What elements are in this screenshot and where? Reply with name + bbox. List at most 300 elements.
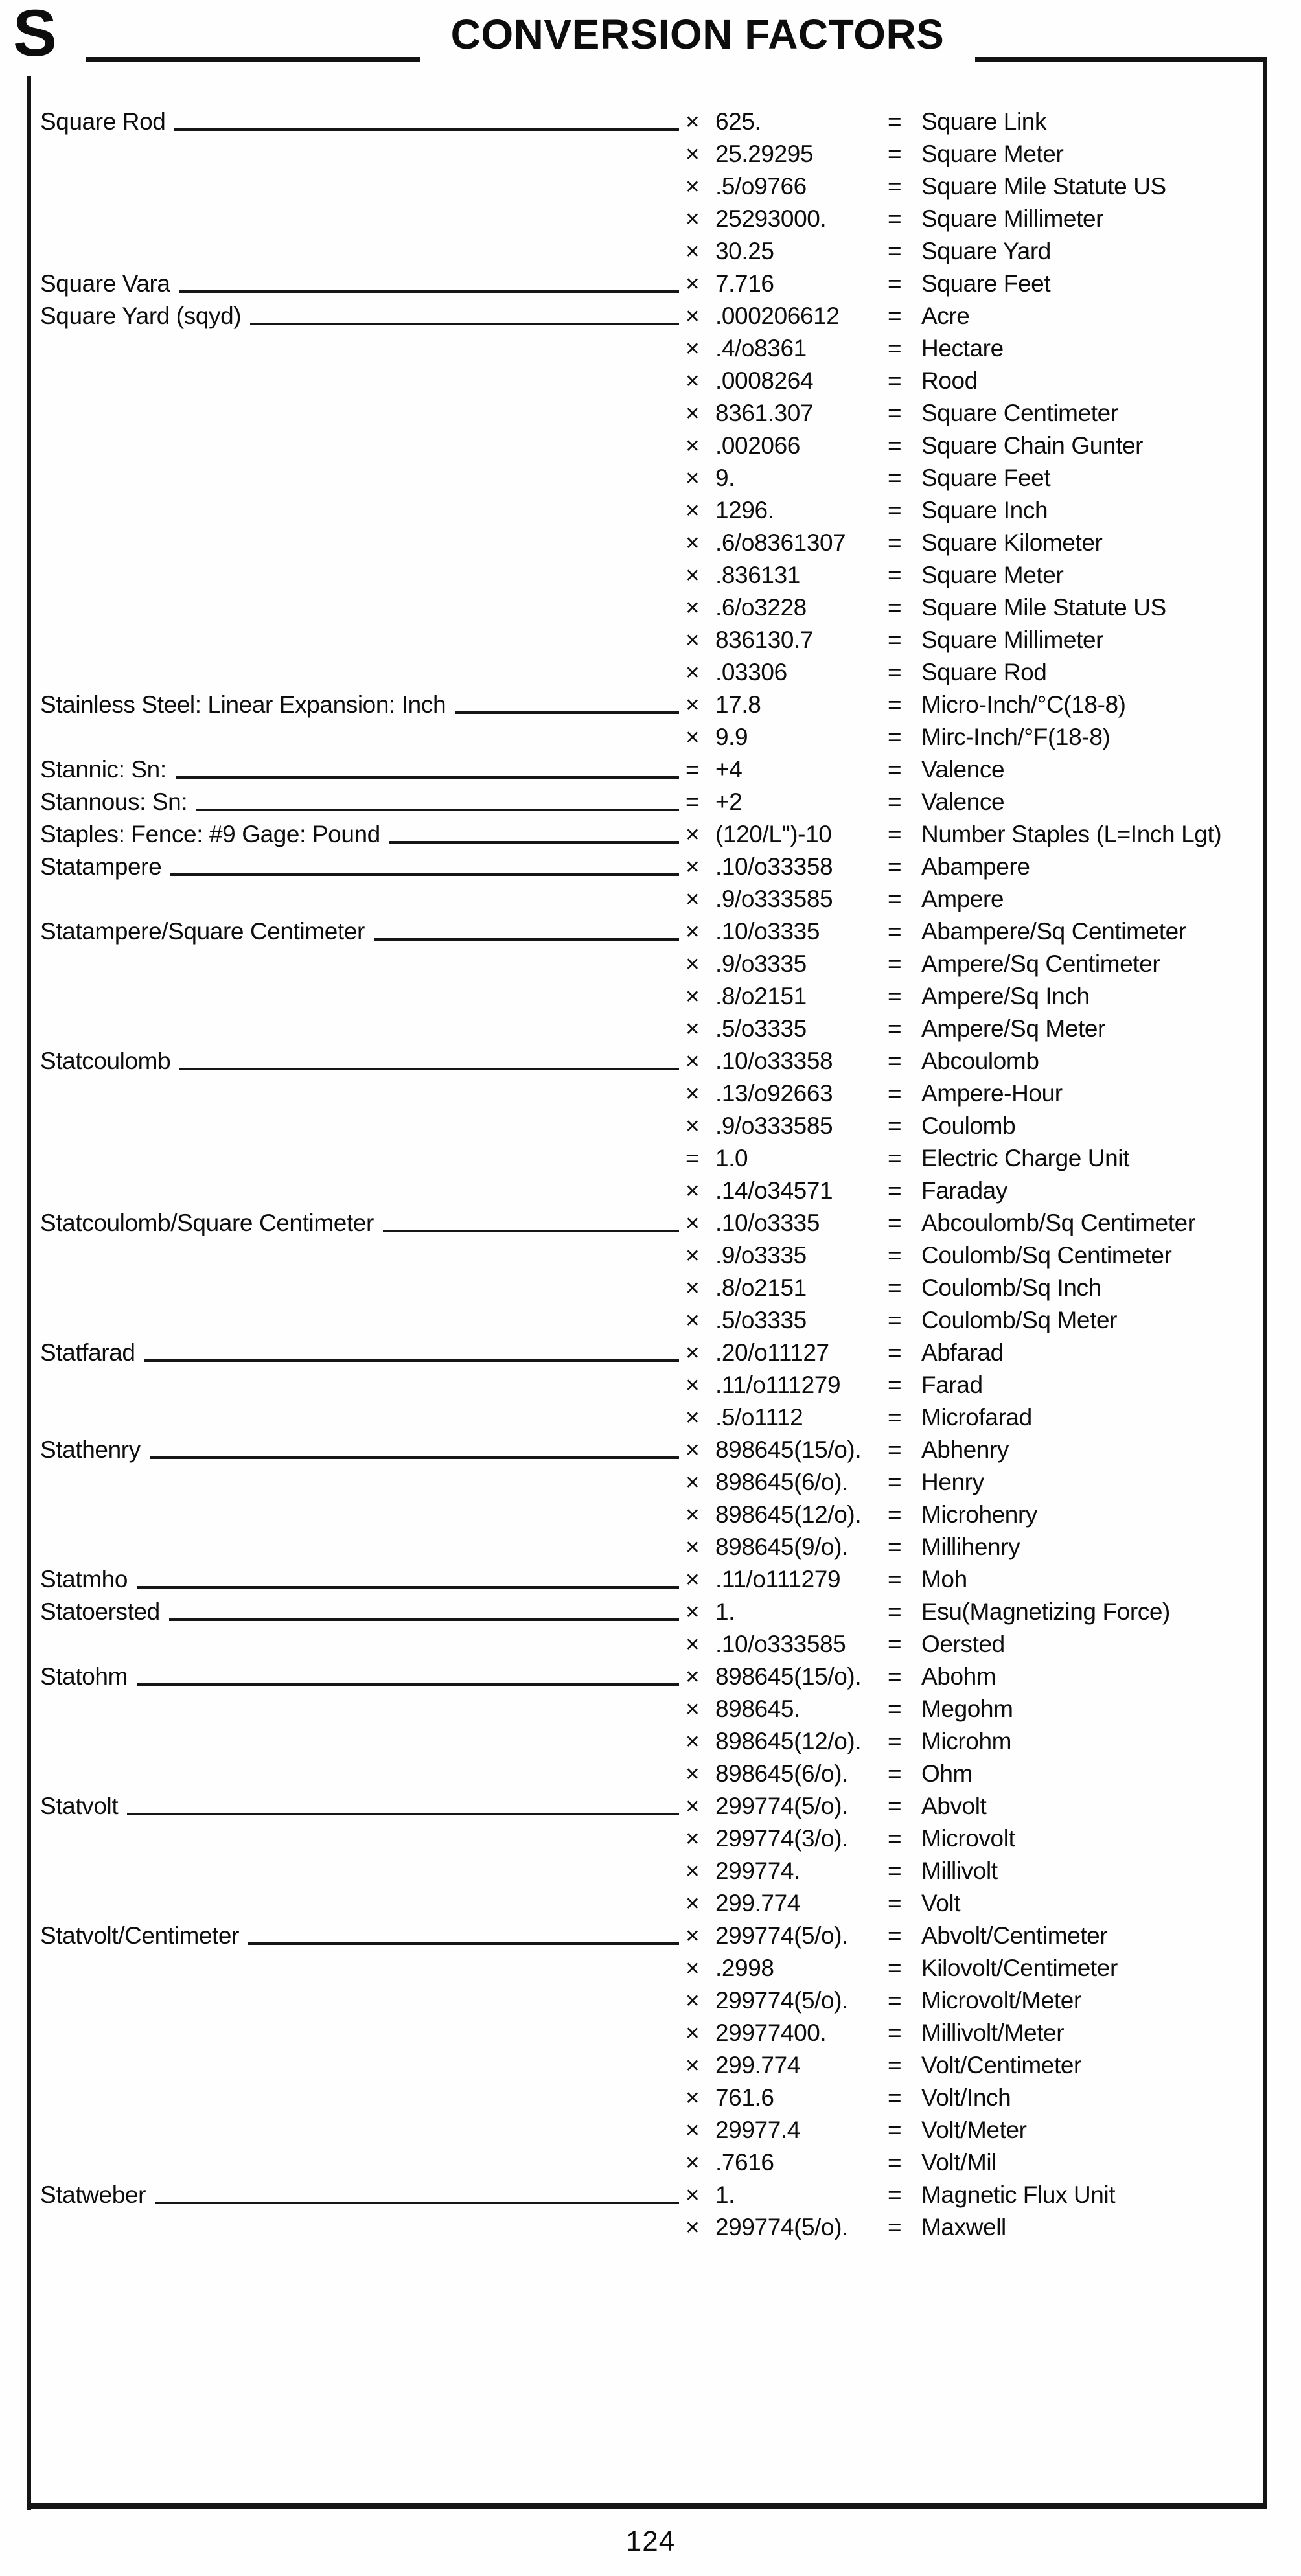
equals-sign: = <box>888 950 902 977</box>
row-label-cell <box>40 559 685 592</box>
operator-sign: × <box>685 465 700 491</box>
row-label-cell <box>40 1596 685 1628</box>
factor-value: .11/o111279 <box>715 1566 841 1593</box>
row-factor-cell <box>685 2114 888 2146</box>
row-factor-cell <box>685 1142 888 1175</box>
unit-label: Stainless Steel: Linear Expansion: Inch <box>40 691 446 718</box>
operator-sign: × <box>685 1534 700 1560</box>
result-unit: Square Meter <box>921 562 1064 588</box>
row-label-cell <box>40 1628 685 1661</box>
row-factor-cell <box>685 1045 888 1077</box>
equals-sign: = <box>888 691 902 718</box>
result-unit: Rood <box>921 367 978 394</box>
leader-line <box>49 2017 679 2042</box>
row-factor-cell <box>685 527 888 559</box>
leader-line <box>383 1207 679 1232</box>
row-label-cell <box>40 721 685 753</box>
factor-value: .6/o3228 <box>715 594 807 621</box>
row-result-cell <box>888 527 1262 559</box>
unit-label: Square Rod <box>40 108 166 135</box>
result-unit: Square Mile Statute US <box>921 594 1166 621</box>
equals-sign: = <box>888 367 902 394</box>
table-row <box>40 980 1262 1013</box>
equals-sign: = <box>888 1015 902 1042</box>
leader-line <box>49 1272 679 1297</box>
equals-sign: = <box>888 2214 902 2240</box>
row-factor-cell <box>685 980 888 1013</box>
operator-sign: × <box>685 2117 700 2143</box>
equals-sign: = <box>888 1048 902 1074</box>
table-row <box>40 527 1262 559</box>
equals-sign: = <box>888 2084 902 2111</box>
row-label-cell <box>40 268 685 300</box>
table-row <box>40 1466 1262 1499</box>
leader-line <box>49 332 679 358</box>
row-label-cell <box>40 1337 685 1369</box>
result-unit: Volt/Mil <box>921 2149 997 2176</box>
equals-sign: = <box>888 1696 902 1722</box>
row-label-cell <box>40 1207 685 1239</box>
row-factor-cell <box>685 365 888 397</box>
row-factor-cell <box>685 1337 888 1369</box>
leader-line <box>49 1013 679 1038</box>
result-unit: Abvolt/Centimeter <box>921 1922 1108 1949</box>
row-label-cell <box>40 1110 685 1142</box>
equals-sign: = <box>888 1404 902 1431</box>
result-unit: Electric Charge Unit <box>921 1145 1130 1171</box>
table-row <box>40 1207 1262 1239</box>
row-label-cell <box>40 1563 685 1596</box>
row-result-cell <box>888 1013 1262 1045</box>
factor-value: 898645(12/o). <box>715 1501 862 1528</box>
table-row <box>40 656 1262 689</box>
operator-sign: × <box>685 886 700 912</box>
factor-value: 25293000. <box>715 205 827 232</box>
equals-sign: = <box>888 1145 902 1171</box>
table-row <box>40 462 1262 494</box>
factor-value: .8/o2151 <box>715 1274 807 1301</box>
row-label-cell <box>40 300 685 332</box>
result-unit: Abhenry <box>921 1436 1009 1463</box>
row-result-cell <box>888 235 1262 268</box>
operator-sign: × <box>685 270 700 297</box>
row-label-cell <box>40 1434 685 1466</box>
result-unit: Oersted <box>921 1631 1005 1657</box>
operator-sign: = <box>685 756 700 783</box>
equals-sign: = <box>888 1631 902 1657</box>
row-factor-cell <box>685 818 888 851</box>
result-unit: Square Feet <box>921 465 1051 491</box>
row-label-cell <box>40 1045 685 1077</box>
table-row <box>40 1045 1262 1077</box>
row-label-cell <box>40 1304 685 1337</box>
table-row <box>40 1077 1262 1110</box>
row-result-cell <box>888 656 1262 689</box>
result-unit: Square Mile Statute US <box>921 173 1166 200</box>
equals-sign: = <box>888 1987 902 2014</box>
section-letter: S <box>13 0 56 70</box>
unit-label: Statampere/Square Centimeter <box>40 918 365 945</box>
leader-line <box>49 365 679 390</box>
leader-line <box>49 948 679 973</box>
row-factor-cell <box>685 1401 888 1434</box>
frame-left-border <box>27 76 31 2510</box>
table-row <box>40 2049 1262 2082</box>
row-result-cell <box>888 2082 1262 2114</box>
row-factor-cell <box>685 268 888 300</box>
table-row <box>40 592 1262 624</box>
factor-value: 625. <box>715 108 761 135</box>
leader-line <box>49 430 679 455</box>
row-result-cell <box>888 1045 1262 1077</box>
result-unit: Acre <box>921 303 970 329</box>
unit-label: Statvolt/Centimeter <box>40 1922 240 1949</box>
row-result-cell <box>888 1823 1262 1855</box>
operator-sign: × <box>685 1307 700 1333</box>
row-factor-cell <box>685 1952 888 1984</box>
operator-sign: × <box>685 627 700 653</box>
operator-sign: × <box>685 1339 700 1366</box>
leader-line <box>49 1142 679 1167</box>
table-row <box>40 138 1262 170</box>
factor-value: 1296. <box>715 497 774 523</box>
result-unit: Volt <box>921 1890 961 1916</box>
row-label-cell <box>40 1272 685 1304</box>
operator-sign: × <box>685 108 700 135</box>
table-row <box>40 300 1262 332</box>
row-result-cell <box>888 430 1262 462</box>
equals-sign: = <box>888 497 902 523</box>
leader-line <box>49 1693 679 1718</box>
leader-line <box>170 851 679 876</box>
leader-line <box>174 106 679 131</box>
row-factor-cell <box>685 624 888 656</box>
row-result-cell <box>888 689 1262 721</box>
factor-value: 1.0 <box>715 1145 748 1171</box>
unit-label: Statoersted <box>40 1598 160 1625</box>
row-factor-cell <box>685 1823 888 1855</box>
operator-sign: × <box>685 1242 700 1269</box>
row-result-cell <box>888 2017 1262 2049</box>
operator-sign: × <box>685 983 700 1009</box>
table-row <box>40 235 1262 268</box>
row-label-cell <box>40 138 685 170</box>
table-row <box>40 1887 1262 1920</box>
row-factor-cell <box>685 494 888 527</box>
equals-sign: = <box>888 1501 902 1528</box>
unit-label: Statweber <box>40 2181 146 2208</box>
row-factor-cell <box>685 2049 888 2082</box>
row-result-cell <box>888 397 1262 430</box>
table-row <box>40 1920 1262 1952</box>
page-number: 124 <box>625 2525 676 2557</box>
row-result-cell <box>888 851 1262 883</box>
row-label-cell <box>40 1855 685 1887</box>
operator-sign: × <box>685 1404 700 1431</box>
leader-line <box>179 1045 679 1070</box>
result-unit: Millivolt <box>921 1857 998 1884</box>
row-label-cell <box>40 170 685 203</box>
row-factor-cell <box>685 397 888 430</box>
operator-sign: × <box>685 2019 700 2046</box>
table-row <box>40 1984 1262 2017</box>
operator-sign: × <box>685 1436 700 1463</box>
row-label-cell <box>40 203 685 235</box>
equals-sign: = <box>888 529 902 556</box>
factor-value: .836131 <box>715 562 800 588</box>
table-row <box>40 851 1262 883</box>
table-row <box>40 332 1262 365</box>
result-unit: Esu(Magnetizing Force) <box>921 1598 1170 1625</box>
row-result-cell <box>888 1499 1262 1531</box>
result-unit: Volt/Centimeter <box>921 2052 1081 2078</box>
row-label-cell <box>40 2146 685 2179</box>
row-factor-cell <box>685 1434 888 1466</box>
row-result-cell <box>888 2211 1262 2244</box>
unit-label: Statmho <box>40 1566 128 1593</box>
factor-value: .8/o2151 <box>715 983 807 1009</box>
row-factor-cell <box>685 592 888 624</box>
factor-value: (120/L")-10 <box>715 821 832 847</box>
row-factor-cell <box>685 300 888 332</box>
operator-sign: × <box>685 1274 700 1301</box>
equals-sign: = <box>888 1663 902 1690</box>
leader-line <box>49 980 679 1006</box>
equals-sign: = <box>888 1857 902 1884</box>
row-factor-cell <box>685 170 888 203</box>
table-row <box>40 1175 1262 1207</box>
operator-sign: × <box>685 2181 700 2208</box>
row-label-cell <box>40 527 685 559</box>
result-unit: Coulomb/Sq Inch <box>921 1274 1101 1301</box>
table-row <box>40 1855 1262 1887</box>
factor-value: 25.29295 <box>715 141 814 167</box>
frame-right-border <box>1263 60 1267 2507</box>
table-row <box>40 948 1262 980</box>
table-row <box>40 721 1262 753</box>
table-row <box>40 2211 1262 2244</box>
row-result-cell <box>888 1887 1262 1920</box>
factor-value: 30.25 <box>715 238 774 264</box>
factor-value: 299774(5/o). <box>715 1987 849 2014</box>
table-row <box>40 106 1262 138</box>
factor-value: 8361.307 <box>715 400 814 426</box>
factor-value: .0008264 <box>715 367 814 394</box>
table-row <box>40 1499 1262 1531</box>
row-result-cell <box>888 915 1262 948</box>
factor-value: .20/o11127 <box>715 1339 829 1366</box>
result-unit: Magnetic Flux Unit <box>921 2181 1116 2208</box>
row-result-cell <box>888 300 1262 332</box>
equals-sign: = <box>888 173 902 200</box>
equals-sign: = <box>888 1469 902 1495</box>
table-row <box>40 1239 1262 1272</box>
row-result-cell <box>888 1758 1262 1790</box>
operator-sign: × <box>685 1598 700 1625</box>
row-factor-cell <box>685 1758 888 1790</box>
row-label-cell <box>40 462 685 494</box>
table-row <box>40 268 1262 300</box>
row-factor-cell <box>685 753 888 786</box>
table-row <box>40 624 1262 656</box>
factor-value: 299.774 <box>715 1890 800 1916</box>
operator-sign: × <box>685 1696 700 1722</box>
leader-line <box>49 1175 679 1200</box>
operator-sign: × <box>685 1890 700 1916</box>
operator-sign: × <box>685 303 700 329</box>
unit-label: Stannous: Sn: <box>40 788 188 815</box>
result-unit: Number Staples (L=Inch Lgt) <box>921 821 1222 847</box>
result-unit: Square Millimeter <box>921 205 1104 232</box>
result-unit: Ampere/Sq Meter <box>921 1015 1105 1042</box>
operator-sign: × <box>685 335 700 362</box>
factor-value: 1. <box>715 2181 735 2208</box>
row-result-cell <box>888 753 1262 786</box>
row-factor-cell <box>685 1790 888 1823</box>
leader-line <box>49 1984 679 2010</box>
result-unit: Abampere <box>921 853 1030 880</box>
table-row <box>40 2146 1262 2179</box>
row-factor-cell <box>685 106 888 138</box>
row-factor-cell <box>685 1563 888 1596</box>
equals-sign: = <box>888 1825 902 1852</box>
result-unit: Millivolt/Meter <box>921 2019 1065 2046</box>
row-result-cell <box>888 883 1262 915</box>
leader-line <box>49 462 679 487</box>
result-unit: Volt/Inch <box>921 2084 1011 2111</box>
row-result-cell <box>888 170 1262 203</box>
table-row <box>40 397 1262 430</box>
row-label-cell <box>40 1790 685 1823</box>
operator-sign: × <box>685 238 700 264</box>
row-label-cell <box>40 1013 685 1045</box>
factor-value: +2 <box>715 788 743 815</box>
table-row <box>40 1952 1262 1984</box>
result-unit: Ampere-Hour <box>921 1080 1063 1107</box>
factor-value: +4 <box>715 756 743 783</box>
row-result-cell <box>888 1920 1262 1952</box>
row-result-cell <box>888 1110 1262 1142</box>
result-unit: Microhenry <box>921 1501 1037 1528</box>
factor-value: .11/o111279 <box>715 1372 841 1398</box>
result-unit: Square Inch <box>921 497 1048 523</box>
row-factor-cell <box>685 1272 888 1304</box>
leader-line <box>196 786 679 811</box>
factor-value: 299774(5/o). <box>715 1793 849 1819</box>
result-unit: Hectare <box>921 335 1004 362</box>
row-factor-cell <box>685 786 888 818</box>
factor-value: .5/o1112 <box>715 1404 803 1431</box>
row-label-cell <box>40 106 685 138</box>
row-result-cell <box>888 1401 1262 1434</box>
factor-value: 898645(15/o). <box>715 1436 862 1463</box>
operator-sign: × <box>685 918 700 945</box>
leader-line <box>127 1790 679 1815</box>
equals-sign: = <box>888 627 902 653</box>
factor-value: 898645(6/o). <box>715 1469 849 1495</box>
row-result-cell <box>888 1369 1262 1401</box>
leader-line <box>49 2114 679 2139</box>
row-result-cell <box>888 494 1262 527</box>
row-label-cell <box>40 365 685 397</box>
operator-sign: = <box>685 788 700 815</box>
unit-label: Statampere <box>40 853 162 880</box>
factor-value: 898645(6/o). <box>715 1760 849 1787</box>
row-result-cell <box>888 1434 1262 1466</box>
row-result-cell <box>888 980 1262 1013</box>
factor-value: 836130.7 <box>715 627 814 653</box>
result-unit: Valence <box>921 788 1005 815</box>
table-row <box>40 2179 1262 2211</box>
result-unit: Coulomb/Sq Meter <box>921 1307 1118 1333</box>
factor-value: 299774(5/o). <box>715 1922 849 1949</box>
row-label-cell <box>40 2049 685 2082</box>
equals-sign: = <box>888 1598 902 1625</box>
leader-line <box>49 203 679 228</box>
table-row <box>40 2114 1262 2146</box>
equals-sign: = <box>888 594 902 621</box>
row-label-cell <box>40 2179 685 2211</box>
equals-sign: = <box>888 1436 902 1463</box>
row-result-cell <box>888 1596 1262 1628</box>
table-row <box>40 1272 1262 1304</box>
result-unit: Micro-Inch/°C(18-8) <box>921 691 1126 718</box>
row-label-cell <box>40 851 685 883</box>
row-label-cell <box>40 1984 685 2017</box>
equals-sign: = <box>888 335 902 362</box>
result-unit: Valence <box>921 756 1005 783</box>
leader-line <box>176 753 679 779</box>
operator-sign: × <box>685 1922 700 1949</box>
row-label-cell <box>40 1077 685 1110</box>
row-label-cell <box>40 1823 685 1855</box>
result-unit: Abampere/Sq Centimeter <box>921 918 1186 945</box>
factor-value: .9/o333585 <box>715 886 833 912</box>
result-unit: Square Link <box>921 108 1047 135</box>
equals-sign: = <box>888 1242 902 1269</box>
row-label-cell <box>40 1401 685 1434</box>
row-label-cell <box>40 753 685 786</box>
operator-sign: × <box>685 594 700 621</box>
row-factor-cell <box>685 915 888 948</box>
table-row <box>40 1693 1262 1725</box>
factor-value: .10/o33358 <box>715 1048 833 1074</box>
leader-line <box>455 689 679 714</box>
leader-line <box>49 721 679 746</box>
factor-value: 29977.4 <box>715 2117 800 2143</box>
equals-sign: = <box>888 2019 902 2046</box>
leader-line <box>49 1725 679 1751</box>
row-factor-cell <box>685 883 888 915</box>
row-label-cell <box>40 1693 685 1725</box>
leader-line <box>49 592 679 617</box>
equals-sign: = <box>888 1307 902 1333</box>
operator-sign: × <box>685 529 700 556</box>
factor-value: .5/o9766 <box>715 173 807 200</box>
result-unit: Square Chain Gunter <box>921 432 1144 459</box>
row-result-cell <box>888 1239 1262 1272</box>
row-factor-cell <box>685 332 888 365</box>
operator-sign: × <box>685 724 700 750</box>
table-row <box>40 430 1262 462</box>
table-row <box>40 1661 1262 1693</box>
operator-sign: × <box>685 1501 700 1528</box>
row-factor-cell <box>685 1887 888 1920</box>
factor-value: 9. <box>715 465 735 491</box>
factor-value: 898645(12/o). <box>715 1728 862 1754</box>
row-label-cell <box>40 1952 685 1984</box>
table-row <box>40 203 1262 235</box>
